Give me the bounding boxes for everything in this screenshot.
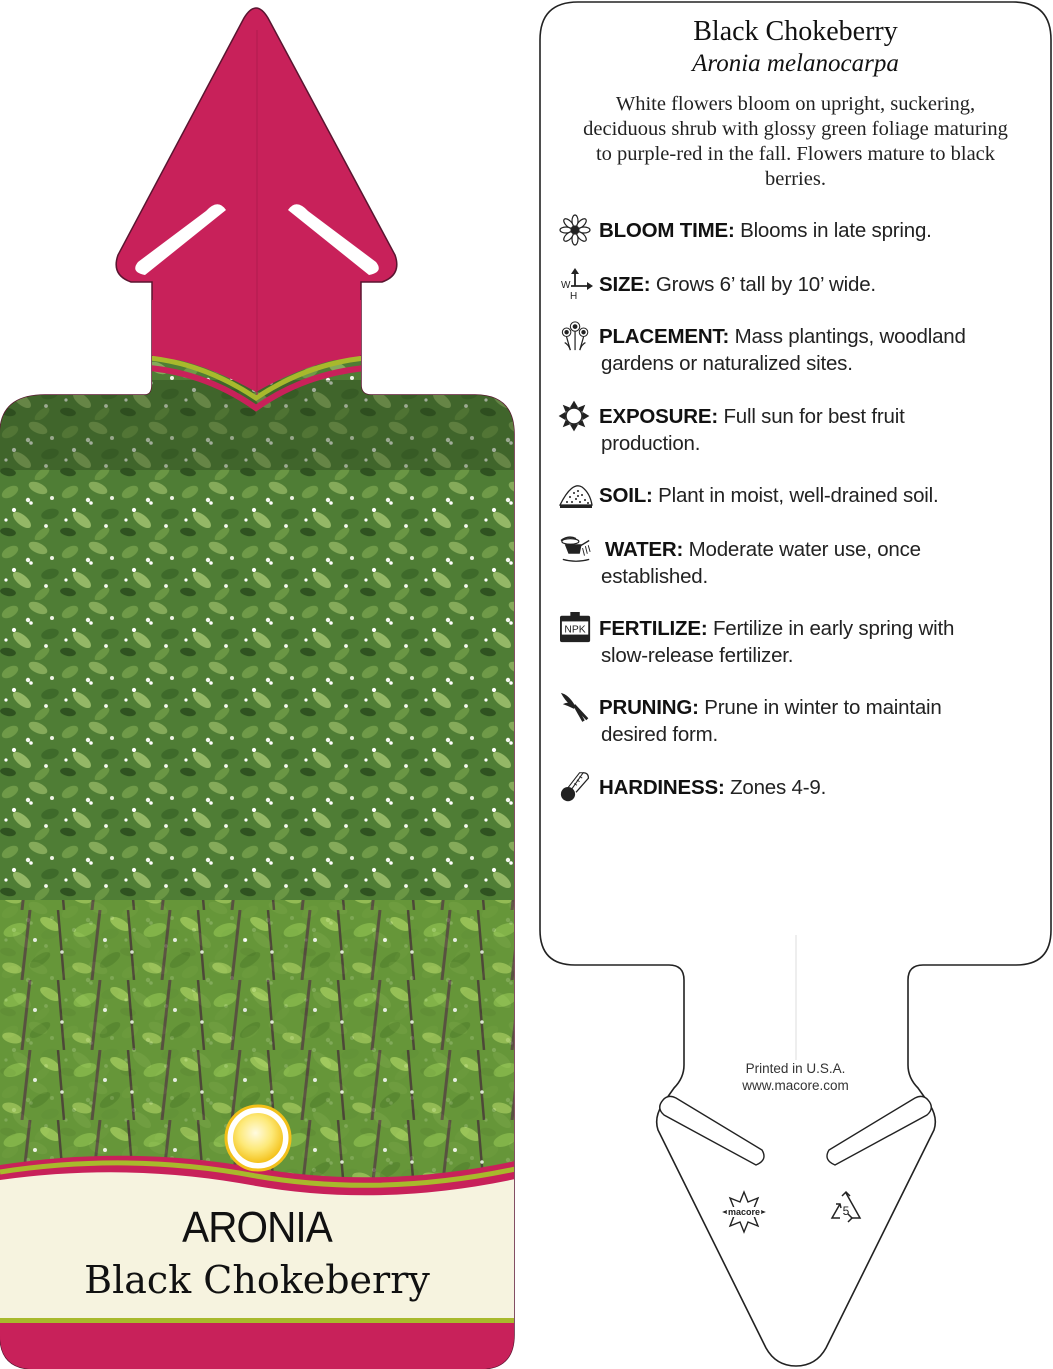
back-tag-shape xyxy=(538,0,1053,1369)
watering-can-icon xyxy=(558,533,594,565)
care-text: Zones 4-9. xyxy=(730,776,827,799)
care-text-continued: established. xyxy=(601,565,709,588)
care-label: SIZE: xyxy=(599,273,651,296)
placement-flowers-icon xyxy=(558,320,594,352)
back-description: White flowers bloom on upright, suckering, deciduous shrub with glossy green foliage maturing to purple-red in the fall. Flowers mature to black berries. xyxy=(583,93,1008,190)
care-text-continued: production. xyxy=(601,432,701,455)
height-letter: H xyxy=(570,291,578,300)
front-tag-shape xyxy=(0,0,520,1369)
website-link[interactable]: www.macore.com xyxy=(742,1078,849,1093)
recycle-code: 5 xyxy=(842,1204,850,1218)
front-tag xyxy=(0,0,520,1369)
logo-text: macore xyxy=(727,1207,761,1217)
care-label: EXPOSURE: xyxy=(599,405,718,428)
care-text: Plant in moist, well-drained soil. xyxy=(658,484,939,507)
full-sun-icon xyxy=(226,1106,290,1170)
back-tag xyxy=(538,0,1053,1369)
care-label: WATER: xyxy=(605,538,684,561)
npk-icon xyxy=(558,612,594,644)
care-text-continued: desired form. xyxy=(601,723,719,746)
macore-logo-icon xyxy=(721,1188,767,1234)
pruners-icon xyxy=(558,691,594,723)
care-label: FERTILIZE: xyxy=(599,617,708,640)
care-text: Moderate water use, once xyxy=(688,538,921,561)
printed-in-text: Printed in U.S.A. xyxy=(745,1061,846,1076)
care-text: Grows 6’ tall by 10’ wide. xyxy=(655,273,876,296)
care-text: Full sun for best fruit xyxy=(723,405,905,428)
care-text: Prune in winter to maintain xyxy=(704,696,942,719)
front-common-name: Black Chokeberry xyxy=(84,1258,430,1302)
care-text-continued: slow-release fertilizer. xyxy=(601,644,794,667)
care-label: SOIL: xyxy=(599,484,653,507)
soil-icon xyxy=(558,479,594,511)
printed-info xyxy=(688,1060,903,1094)
back-title: Black Chokeberry xyxy=(693,16,898,47)
flower-icon xyxy=(558,214,594,246)
width-letter: W xyxy=(561,280,571,291)
care-text-continued: gardens or naturalized sites. xyxy=(601,352,853,375)
care-label: HARDINESS: xyxy=(599,776,725,799)
care-label: BLOOM TIME: xyxy=(599,219,735,242)
npk-text: NPK xyxy=(564,624,586,636)
front-genus-name: ARONIA xyxy=(182,1203,332,1252)
size-arrows-icon xyxy=(558,268,594,300)
care-text: Fertilize in early spring with xyxy=(712,617,955,640)
care-text: Blooms in late spring. xyxy=(740,219,932,242)
care-text: Mass plantings, woodland xyxy=(734,325,966,348)
recycle-icon xyxy=(828,1190,864,1226)
thermometer-icon xyxy=(558,771,594,803)
care-label: PRUNING: xyxy=(599,696,699,719)
care-label: PLACEMENT: xyxy=(599,325,730,348)
back-latin-name: Aronia melanocarpa xyxy=(692,50,899,77)
sun-icon xyxy=(558,400,594,432)
